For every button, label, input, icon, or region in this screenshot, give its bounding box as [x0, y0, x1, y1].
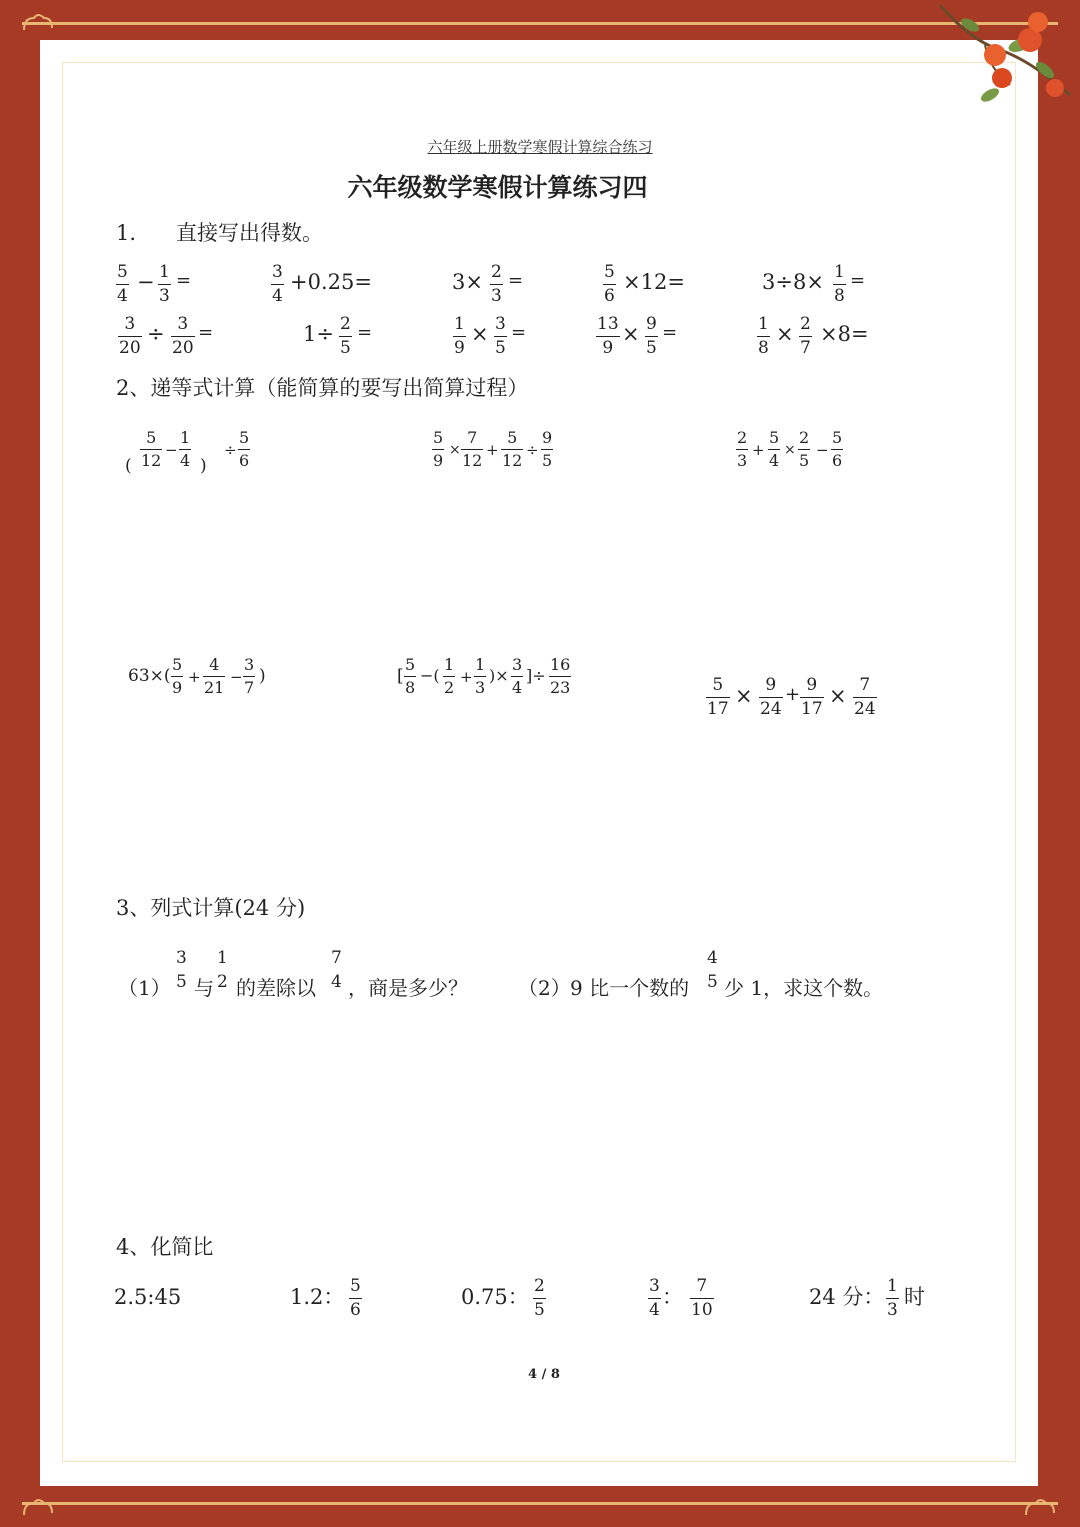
section-2-heading: 2、递等式计算（能简算的要写出简算过程）	[116, 376, 529, 400]
frame-gold-line-bottom	[22, 1502, 1058, 1505]
section-1-heading: 直接写出得数。	[176, 221, 323, 245]
persimmon-branch-icon	[930, 0, 1080, 120]
cloud-ornament-icon	[20, 12, 56, 34]
cloud-ornament-icon	[1022, 1497, 1058, 1519]
frame-gold-line-top	[22, 22, 1058, 25]
page-title: 六年级数学寒假计算练习四	[347, 173, 648, 202]
section-3-heading: 3、列式计算(24 分)	[116, 896, 306, 920]
ratio-1: 2.5:45	[114, 1285, 182, 1309]
section-4-heading: 4、化简比	[116, 1235, 214, 1259]
section-1-number: 1.	[116, 221, 137, 245]
worksheet-header: 六年级上册数学寒假计算综合练习	[427, 138, 653, 156]
page-number: 4 / 8	[528, 1367, 560, 1382]
cloud-ornament-icon	[20, 1497, 56, 1519]
